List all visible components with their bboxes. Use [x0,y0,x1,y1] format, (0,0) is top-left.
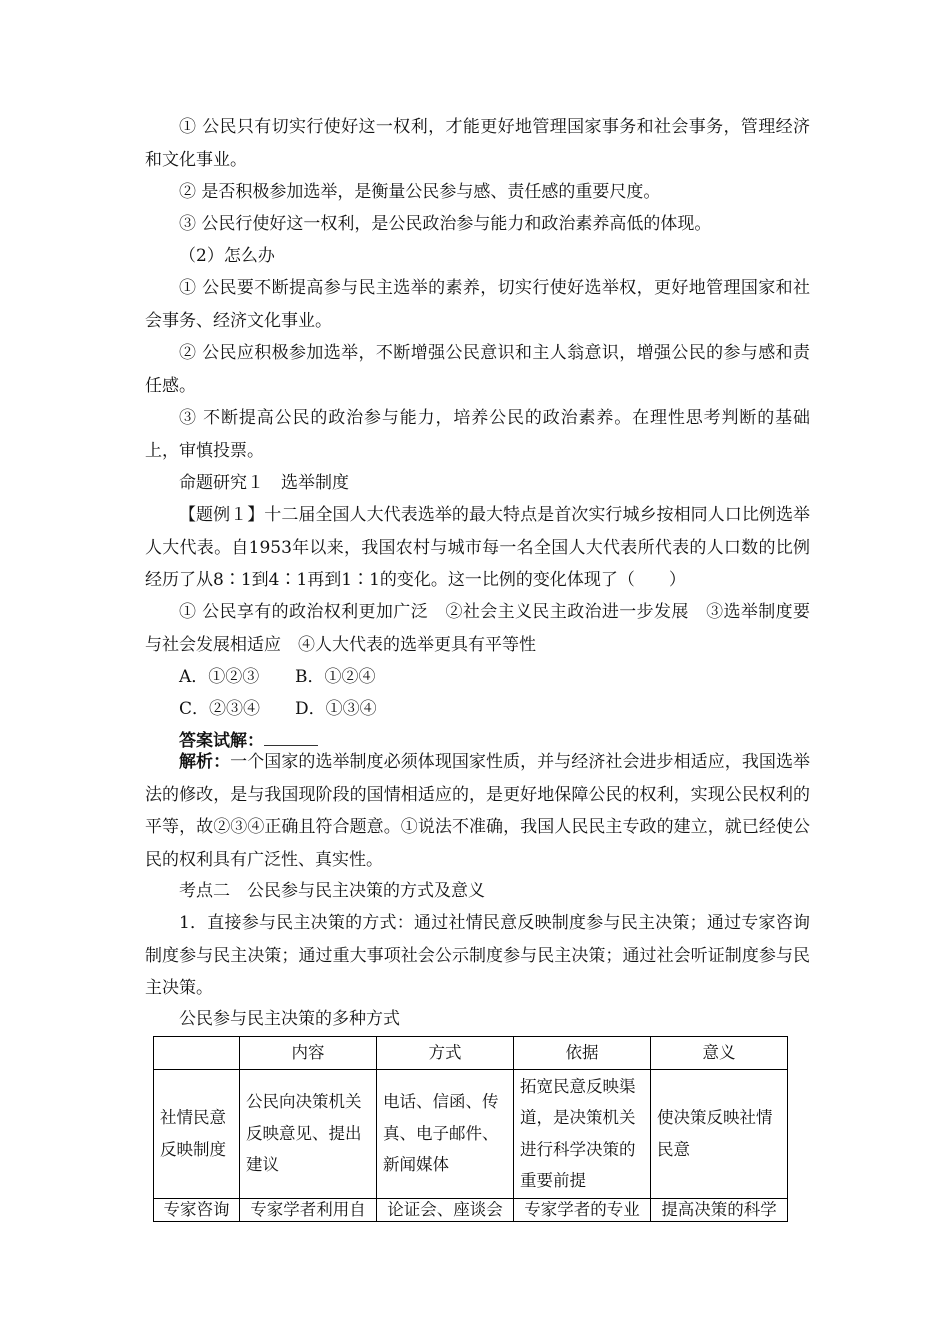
table-cell: 社情民意反映制度 [154,1069,240,1198]
analysis-label: 解析： [179,752,231,772]
table-cell: 公民向决策机关反映意见、提出建议 [240,1069,377,1198]
table-cell: 专家学者的专业 [514,1198,651,1221]
paragraph-significance-3: ③ 公民行使好这一权利，是公民政治参与能力和政治素养高低的体现。 [179,214,712,234]
table-header-cell [154,1037,240,1070]
table-row [154,1198,788,1221]
table-cell: 专家学者利用自 [240,1198,377,1221]
table-caption: 公民参与民主决策的多种方式 [179,1009,400,1029]
paragraph-significance-2: ② 是否积极参加选举，是衡量公民参与感、责任感的重要尺度。 [179,182,661,202]
table-header-cell: 依据 [514,1037,651,1070]
paragraph-action-3: ③ 不断提高公民的政治参与能力，培养公民的政治素养。在理性思考判断的基础上，审慎投票。 [145,408,810,461]
analysis-text: 一个国家的选举制度必须体现国家性质，并与经济社会进步相适应，我国选举法的修改，是与我国现阶段的国情相适应的，是更好地保障公民的权利，实现公民权利的平等，故②③④正确且符合题意。①说法不准确，我国人民民主专政的建立，就已经使公民的权利具有广泛性、真实性。 [145,752,811,870]
table-header-cell: 方式 [377,1037,514,1070]
table-cell: 专家咨询 [154,1198,240,1221]
table-header-cell: 内容 [240,1037,377,1070]
paragraph-action-1: ① 公民要不断提高参与民主选举的素养，切实行使好选举权，更好地管理国家和社会事务、经济文化事业。 [145,278,810,331]
example-question: 【题例１】十二届全国人大代表选举的最大特点是首次实行城乡按相同人口比例选举人大代表。自1953年以来，我国农村与城市每一名全国人大代表所代表的人口数的比例经历了从8∶1到4∶1再到1∶1的变化。这一比例的变化体现了（ ） [145,505,810,590]
subheading-how-to: （2）怎么办 [179,246,275,266]
option-a: A．①②③ [179,667,260,687]
answer-blank[interactable] [264,727,318,746]
paragraph-action-2: ② 公民应积极参加选举，不断增强公民意识和主人翁意识，增强公民的参与感和责任感。 [145,343,810,396]
table-cell: 拓宽民意反映渠道，是决策机关进行科学决策的重要前提 [514,1069,651,1198]
table-header-cell: 意义 [651,1037,788,1070]
decision-methods-table [153,1036,788,1222]
table-cell: 提高决策的科学 [651,1198,788,1221]
section-heading-decision-making: 考点二 公民参与民主决策的方式及意义 [179,881,485,901]
option-d: D．①③④ [295,699,377,719]
table-cell: 使决策反映社情民意 [651,1069,788,1198]
section-heading-election-system: 命题研究１ 选举制度 [179,473,349,493]
option-c: C．②③④ [179,699,261,719]
paragraph-direct-participation: 1．直接参与民主决策的方式：通过社情民意反映制度参与民主决策；通过专家咨询制度参与民主决策；通过重大事项社会公示制度参与民主决策；通过社会听证制度参与民主决策。 [145,913,810,998]
question-statements: ① 公民享有的政治权利更加广泛 ②社会主义民主政治进一步发展 ③选举制度要与社会发展相适应 ④人大代表的选举更具有平等性 [145,602,810,655]
table-header-row [154,1037,788,1070]
paragraph-significance-1: ① 公民只有切实行使好这一权利，才能更好地管理国家事务和社会事务，管理经济和文化事业。 [145,117,810,170]
answer-label: 答案试解： [179,731,264,751]
table-cell: 电话、信函、传真、电子邮件、新闻媒体 [377,1069,514,1198]
analysis-paragraph [145,746,810,876]
table-cell: 论证会、座谈会 [377,1198,514,1221]
option-b: B．①②④ [295,667,376,687]
table-row [154,1069,788,1198]
